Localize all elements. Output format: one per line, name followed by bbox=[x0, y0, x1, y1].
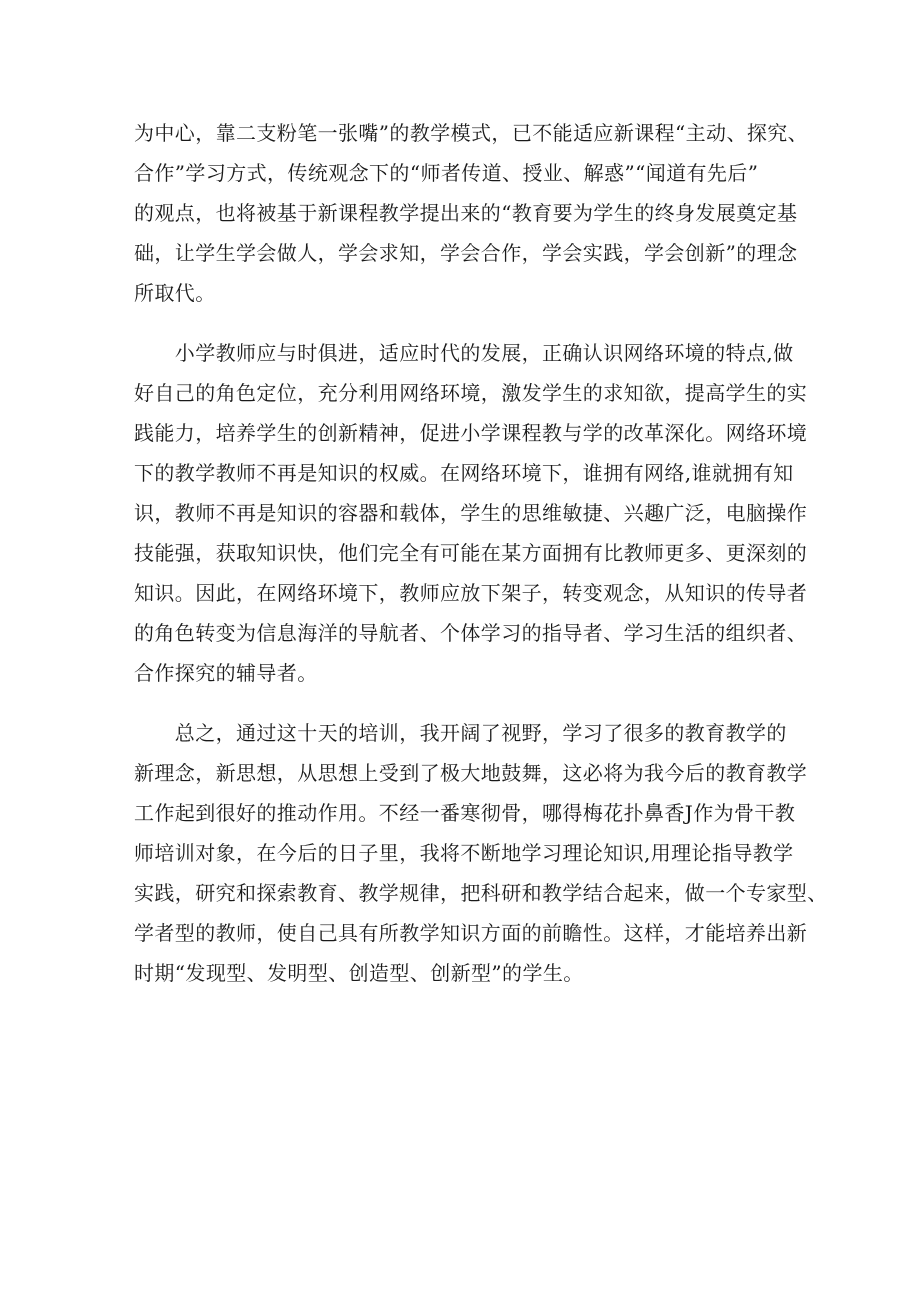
paragraph-2 bbox=[134, 333, 808, 693]
text-line: 总之，通过这十天的培训，我开阔了视野，学习了很多的教育教学的 bbox=[134, 721, 787, 745]
text-line: 技能强，获取知识快，他们完全有可能在某方面拥有比教师更多、更深刻的 bbox=[134, 541, 808, 565]
text-line: 好自己的角色定位，充分利用网络环境，激发学生的求知欲，提高学生的实 bbox=[134, 381, 808, 405]
text-line: 工作起到很好的推动作用。不经一番寒彻骨，哪得梅花扑鼻香J作为骨干教 bbox=[134, 801, 796, 825]
paragraph-1 bbox=[134, 113, 809, 313]
text-line: 所取代。 bbox=[134, 281, 216, 305]
text-line: 础，让学生学会做人，学会求知，学会合作，学会实践，学会创新”的理念 bbox=[134, 241, 798, 265]
document-body bbox=[134, 113, 828, 993]
text-line: 时期“发现型、发明型、创造型、创新型”的学生。 bbox=[134, 961, 584, 985]
text-line: 小学教师应与时俱进，适应时代的发展，正确认识网络环境的特点,做 bbox=[134, 341, 794, 365]
text-line: 新理念，新思想，从思想上受到了极大地鼓舞，这必将为我今后的教育教学 bbox=[134, 761, 808, 785]
paragraph-gap bbox=[134, 313, 794, 333]
text-line: 践能力，培养学生的创新精神，促进小学课程教与学的改革深化。网络环境 bbox=[134, 421, 808, 445]
text-line: 的观点，也将被基于新课程教学提出来的“教育要为学生的终身发展奠定基 bbox=[134, 201, 798, 225]
text-line: 的角色转变为信息海洋的导航者、个体学习的指导者、学习生活的组织者、 bbox=[134, 621, 808, 645]
text-line: 合作探究的辅导者。 bbox=[134, 661, 318, 685]
text-line: 学者型的教师，使自己具有所教学知识方面的前瞻性。这样，才能培养出新 bbox=[134, 921, 808, 945]
text-line: 为中心，靠二支粉笔一张嘴”的教学模式，已不能适应新课程“主动、探究、 bbox=[134, 121, 809, 145]
text-line: 知识。因此，在网络环境下，教师应放下架子，转变观念，从知识的传导者 bbox=[134, 581, 808, 605]
text-line: 师培训对象，在今后的日子里，我将不断地学习理论知识,用理论指导教学 bbox=[134, 841, 794, 865]
text-line: 实践，研究和探索教育、教学规律，把科研和教学结合起来，做一个专家型、 bbox=[134, 881, 828, 905]
text-line: 识，教师不再是知识的容器和载体，学生的思维敏捷、兴趣广泛，电脑操作 bbox=[134, 501, 808, 525]
text-line: 合作”学习方式，传统观念下的“师者传道、授业、解惑”“闻道有先后” bbox=[134, 161, 759, 185]
paragraph-3 bbox=[134, 713, 828, 993]
text-line: 下的教学教师不再是知识的权威。在网络环境下，谁拥有网络,谁就拥有知 bbox=[134, 461, 794, 485]
paragraph-gap bbox=[134, 693, 794, 713]
